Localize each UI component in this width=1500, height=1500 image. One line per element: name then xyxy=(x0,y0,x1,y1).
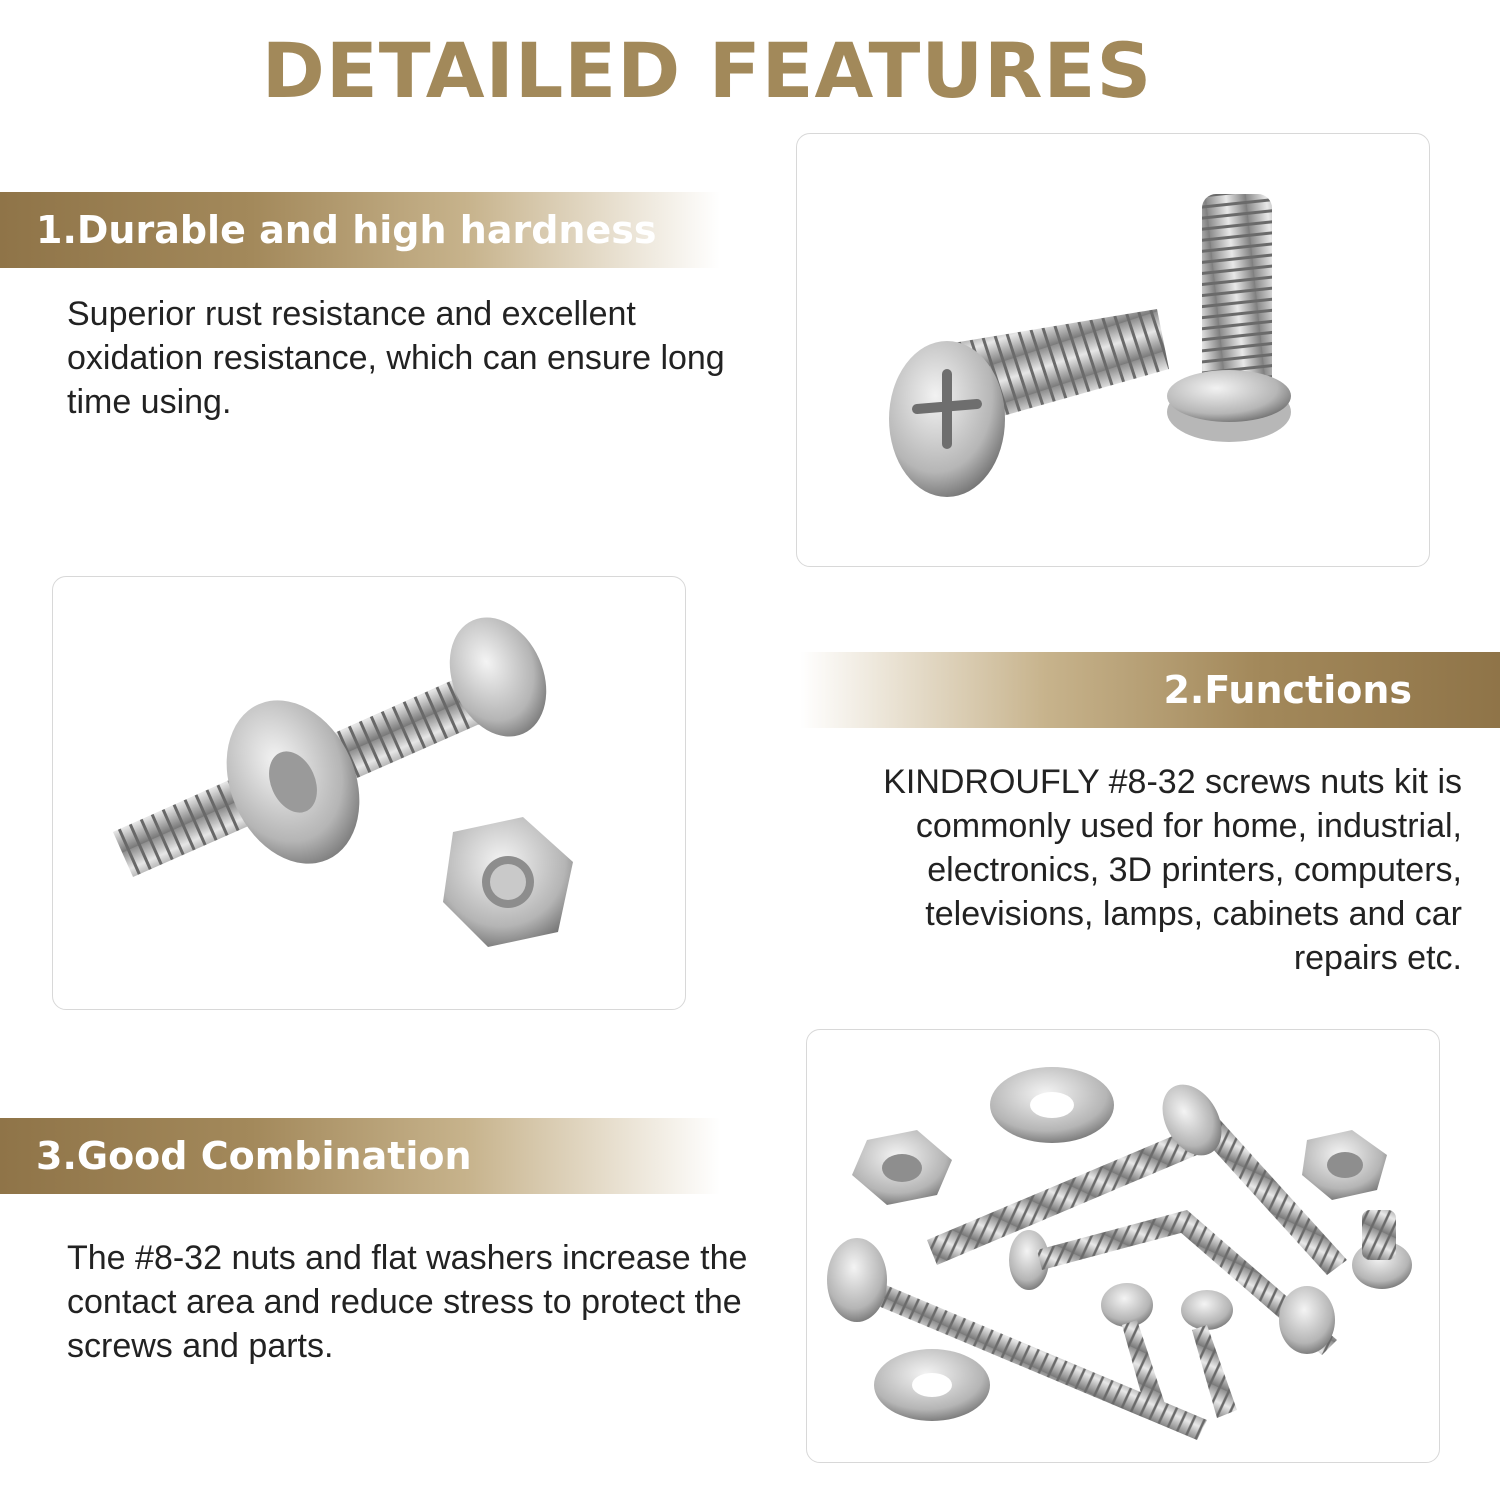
two-screws-image xyxy=(796,133,1430,567)
feature-1-heading: 1.Durable and high hardness xyxy=(36,208,657,252)
page-title: DETAILED FEATURES xyxy=(261,26,1153,115)
feature-2-heading-band xyxy=(800,652,1500,728)
screw-washer-nut-image xyxy=(52,576,686,1010)
feature-2-description: KINDROUFLY #8-32 screws nuts kit is commonly used for home, industrial, electronics, 3D printers, computers, televisions, lamps, cabinets and car repairs etc. xyxy=(883,763,1462,977)
feature-3-heading: 3.Good Combination xyxy=(36,1134,472,1178)
feature-3-description: The #8-32 nuts and flat washers increase the contact area and reduce stress to protect the screws and parts. xyxy=(67,1239,748,1365)
screw-assortment-image xyxy=(806,1029,1440,1463)
feature-3-heading-band xyxy=(0,1118,720,1194)
feature-1-description: Superior rust resistance and excellent oxidation resistance, which can ensure long time using. xyxy=(67,295,725,421)
feature-1-heading-band xyxy=(0,192,720,268)
feature-2-heading: 2.Functions xyxy=(1163,668,1412,712)
